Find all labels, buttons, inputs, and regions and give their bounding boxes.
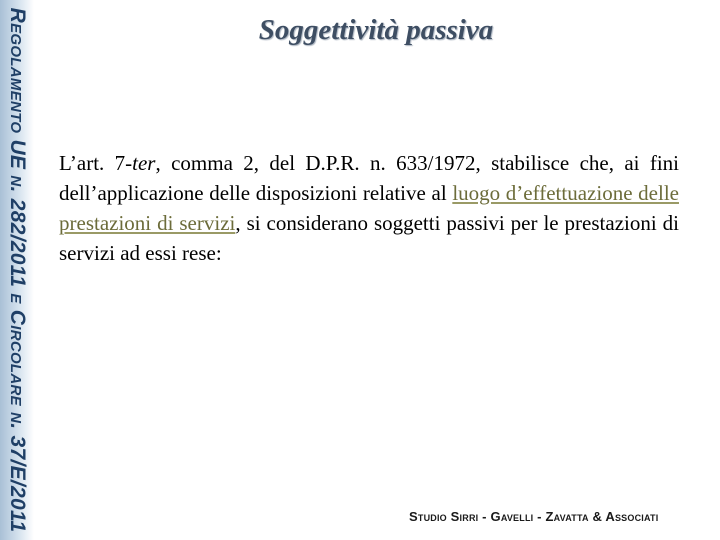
- paragraph-text-middle: , comma 2, del D.P.R. n. 633/1972, stabilisce che, ai fini dell’applicazione delle disposizioni relative al: [59, 151, 679, 205]
- body-paragraph: [59, 148, 679, 268]
- paragraph-text-start: L’art. 7-: [59, 151, 133, 175]
- slide-title: Soggettività passiva: [258, 14, 494, 46]
- paragraph-text-end: , si considerano soggetti passivi per le prestazioni di servizi ad essi rese:: [59, 211, 679, 265]
- footer-firm-name: Studio Sirri - Gavelli - Zavatta & Associati: [409, 509, 659, 524]
- paragraph-italic-ter: ter: [132, 151, 156, 175]
- sidebar-band: [0, 0, 34, 540]
- sidebar-vertical-label: Regolamento UE n. 282/2011 e Circolare n. 37/E/2011: [6, 7, 29, 533]
- luogo-effettuazione-link[interactable]: luogo d’effettuazione delle prestazioni di servizi: [59, 181, 679, 235]
